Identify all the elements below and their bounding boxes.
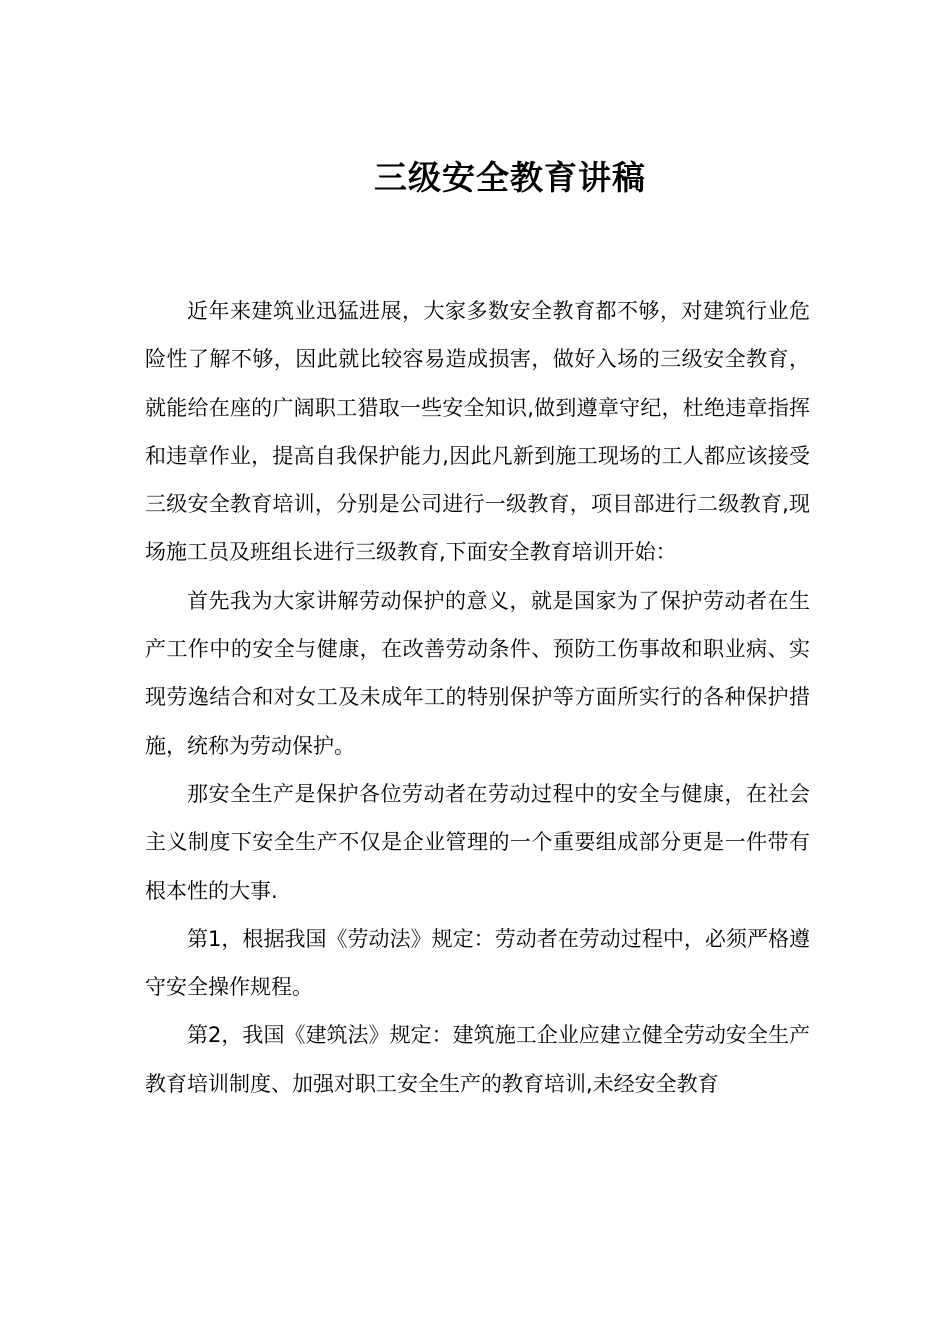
- document-body: [145, 287, 810, 1108]
- paragraph-intro: 近年来建筑业迅猛进展，大家多数安全教育都不够，对建筑行业危险性了解不够，因此就比较容易造成损害，做好入场的三级安全教育，就能给在座的广阔职工猎取一些安全知识,做到遵章守纪，杜绝违章指挥和违章作业，提高自我保护能力,因此凡新到施工现场的工人都应该接受三级安全教育培训，分别是公司进行一级教育，项目部进行二级教育,现场施工员及班组长进行三级教育,下面安全教育培训开始：: [145, 299, 810, 565]
- paragraph-labor-law: 第1，根据我国《劳动法》规定：劳动者在劳动过程中，必须严格遵守安全操作规程。: [145, 926, 810, 1000]
- document-title: 三级安全教育讲稿: [374, 158, 646, 197]
- paragraph-construction-law: 第2，我国《建筑法》规定：建筑施工企业应建立健全劳动安全生产教育培训制度、加强对职工安全生产的教育培训,未经安全教育: [145, 1023, 810, 1096]
- paragraph-safety-production: 那安全生产是保护各位劳动者在劳动过程中的安全与健康，在社会主义制度下安全生产不仅是企业管理的一个重要组成部分更是一件带有根本性的大事.: [145, 781, 810, 903]
- paragraph-labor-protection: 首先我为大家讲解劳动保护的意义，就是国家为了保护劳动者在生产工作中的安全与健康，在改善劳动条件、预防工伤事故和职业病、实现劳逸结合和对女工及未成年工的特别保护等方面所实行的各种保护措施，统称为劳动保护。: [145, 588, 810, 758]
